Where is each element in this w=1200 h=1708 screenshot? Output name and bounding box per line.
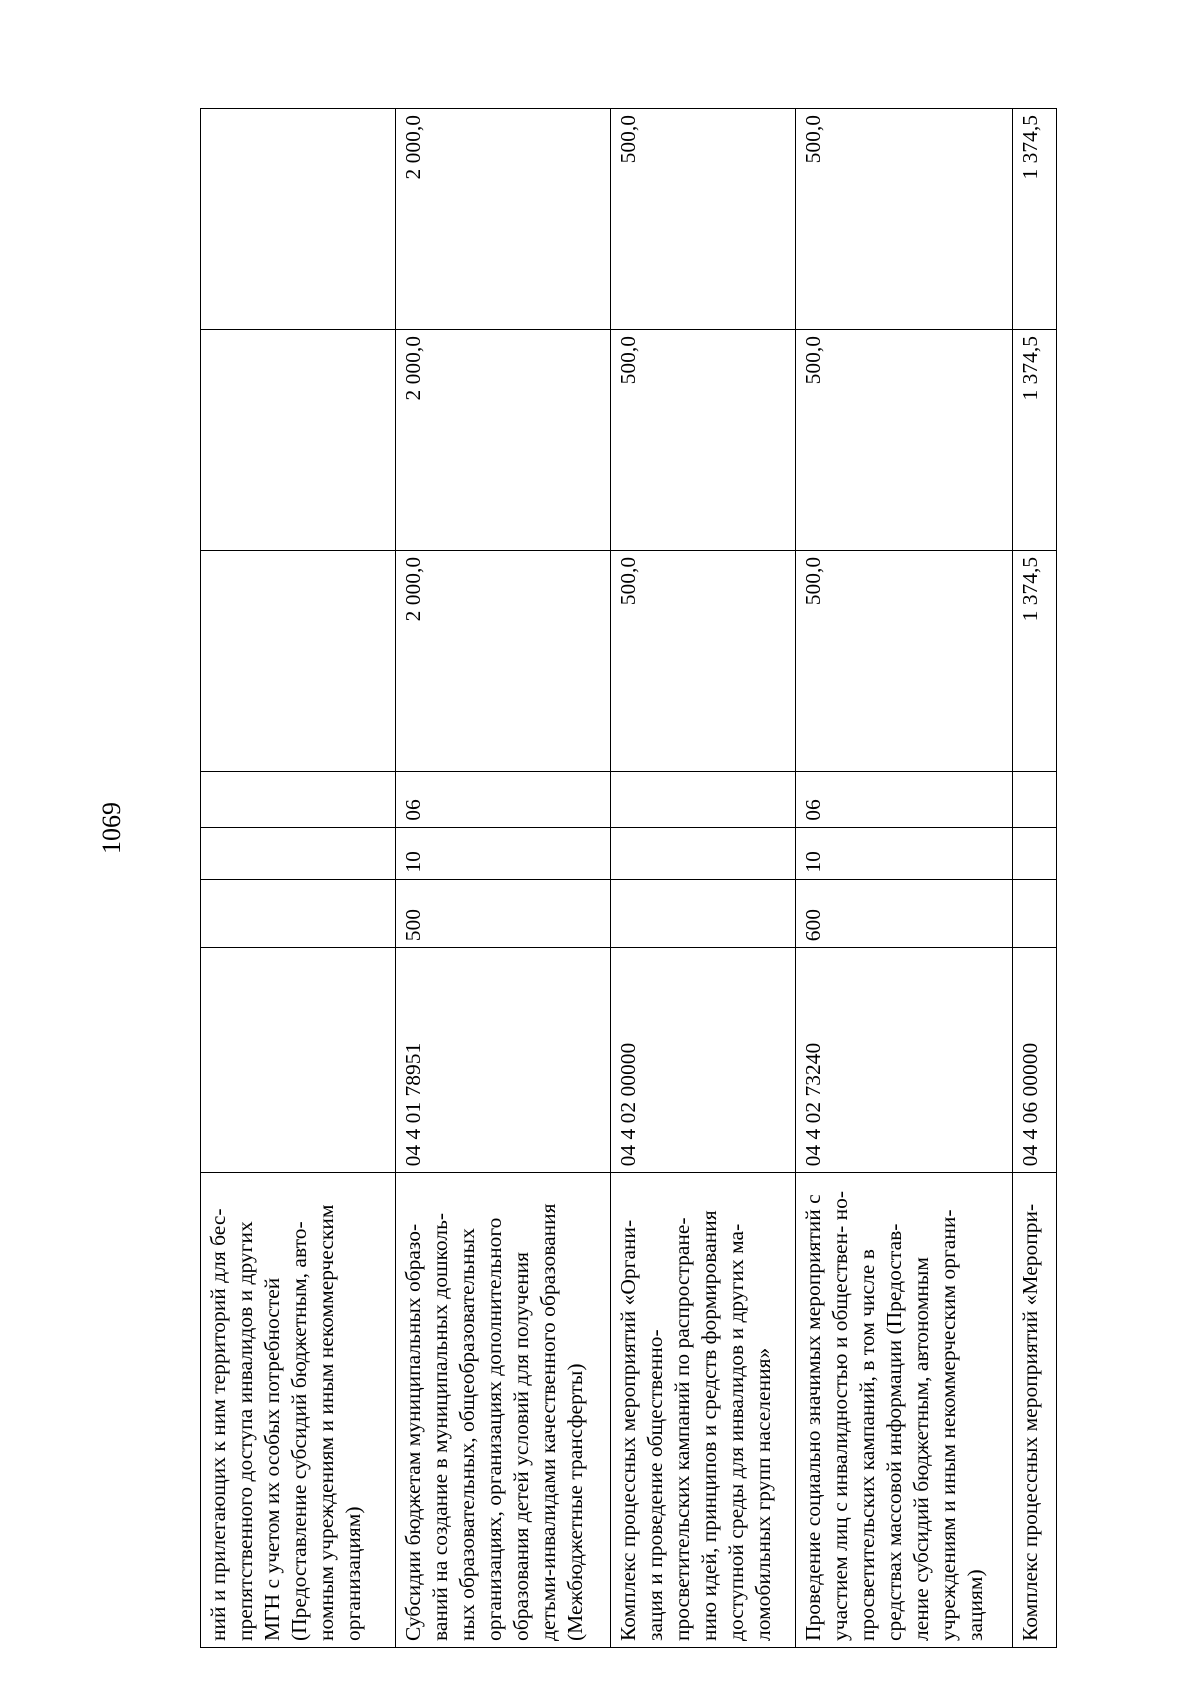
row-target-code: 04 4 01 78951 (396, 948, 611, 1173)
table-row (396, 109, 611, 1648)
row-subsection: 06 (396, 771, 611, 827)
row-target-code: 04 4 02 00000 (611, 948, 796, 1173)
table-row (201, 109, 396, 1648)
row-section: 10 (796, 827, 1013, 879)
row-expense-type: 600 (796, 879, 1013, 948)
row-section (1013, 827, 1057, 879)
row-section: 10 (396, 827, 611, 879)
row-amount-1 (201, 550, 396, 771)
row-amount-2: 1 374,5 (1013, 329, 1057, 550)
row-expense-type (201, 879, 396, 948)
row-amount-1: 2 000,0 (396, 550, 611, 771)
row-subsection (1013, 771, 1057, 827)
row-amount-3: 2 000,0 (396, 109, 611, 330)
row-amount-3: 500,0 (611, 109, 796, 330)
row-subsection (611, 771, 796, 827)
budget-table (200, 108, 1057, 1648)
row-section (611, 827, 796, 879)
row-description: ний и прилегающих к ним территорий для бес- препятственного доступа инвалидов и других МГН с учетом их особых потребностей (Предоставление субсидий бюджетным, авто- номным учреждениям и иным некоммерческим организациям) (201, 1173, 396, 1648)
row-description: Проведение социально значимых мероприятий с участием лиц с инвалидностью и обществен- но-просветительских кампаний, в том числе в средствах массовой информации (Предостав- ление субсидий бюджетным, автономным учреждениям и иным некоммерческим органи- зациям) (796, 1173, 1013, 1648)
page-number: 1069 (97, 802, 126, 854)
table-row (611, 109, 796, 1648)
row-amount-2 (201, 329, 396, 550)
row-subsection: 06 (796, 771, 1013, 827)
row-description: Комплекс процессных мероприятий «Меропри- (1013, 1173, 1057, 1648)
table-row (796, 109, 1013, 1648)
row-target-code: 04 4 06 00000 (1013, 948, 1057, 1173)
row-amount-2: 2 000,0 (396, 329, 611, 550)
table-row (1013, 109, 1057, 1648)
row-amount-3: 1 374,5 (1013, 109, 1057, 330)
row-expense-type (1013, 879, 1057, 948)
row-amount-2: 500,0 (796, 329, 1013, 550)
row-expense-type (611, 879, 796, 948)
row-subsection (201, 771, 396, 827)
row-amount-2: 500,0 (611, 329, 796, 550)
row-section (201, 827, 396, 879)
row-target-code (201, 948, 396, 1173)
row-amount-1: 500,0 (611, 550, 796, 771)
row-amount-1: 1 374,5 (1013, 550, 1057, 771)
row-expense-type: 500 (396, 879, 611, 948)
row-amount-3: 500,0 (796, 109, 1013, 330)
row-description: Субсидии бюджетам муниципальных образо- ваний на создание в муниципальных дошколь- ных образовательных, общеобразовательных организациях, организациях дополнительного образования детей условий для получения детьми-инвалидами качественного образования (Межбюджетные трансферты) (396, 1173, 611, 1648)
row-target-code: 04 4 02 73240 (796, 948, 1013, 1173)
row-amount-1: 500,0 (796, 550, 1013, 771)
row-amount-3 (201, 109, 396, 330)
row-description: Комплекс процессных мероприятий «Органи- зация и проведение общественно- просветительских кампаний по распростране- нию идей, принципов и средств формирования доступной среды для инвалидов и других ма- ломобильных групп населения» (611, 1173, 796, 1648)
